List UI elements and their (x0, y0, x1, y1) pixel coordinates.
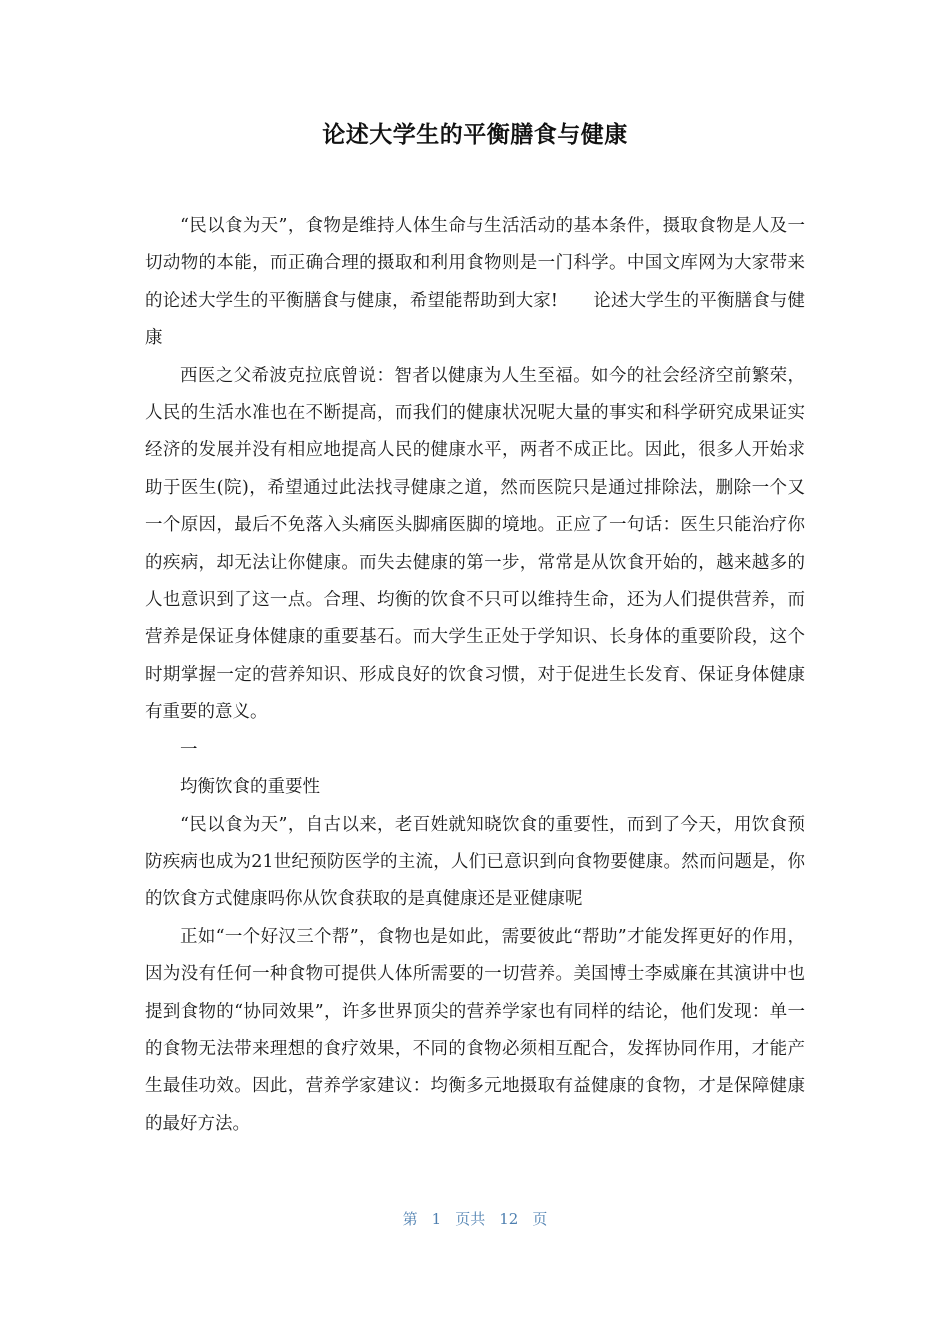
document-title: 论述大学生的平衡膳食与健康 (322, 122, 628, 148)
paragraph-hippocrates: 西医之父希波克拉底曾说：智者以健康为人生至福。如今的社会经济空前繁荣，人民的生活水准也在不断提高，而我们的健康状况呢大量的事实和科学研究成果证实经济的发展并没有相应地提高人民的健康水平，两者不成正比。因此，很多人开始求助于医生(院)，希望通过此法找寻健康之道，然而医院只是通过排除法，删除一个又一个原因，最后不免落入头痛医头脚痛医脚的境地。正应了一句话：医生只能治疗你的疾病，却无法让你健康。而失去健康的第一步，常常是从饮食开始的，越来越多的人也意识到了这一点。合理、均衡的饮食不只可以维持生命，还为人们提供营养，而营养是保证身体健康的重要基石。而大学生正处于学知识、长身体的重要阶段，这个时期掌握一定的营养知识、形成良好的饮食习惯，对于促进生长发育、保证身体健康有重要的意义。 (145, 365, 805, 723)
section-heading: 均衡饮食的重要性 (180, 777, 320, 798)
paragraph-food-is-heaven: “民以食为天”，自古以来，老百姓就知晓饮食的重要性，而到了今天，用饮食预防疾病也成为21世纪预防医学的主流，人们已意识到向食物要健康。然而问题是，你的饮食方式健康吗你从饮食获取的是真健康还是亚健康呢 (145, 814, 805, 910)
paragraph-synergy: 正如“一个好汉三个帮”，食物也是如此，需要彼此“帮助”才能发挥更好的作用，因为没有任何一种食物可提供人体所需要的一切营养。美国博士李威廉在其演讲中也提到食物的“协同效果”，许多世界顶尖的营养学家也有同样的结论，他们发现：单一的食物无法带来理想的食疗效果，不同的食物必须相互配合，发挥协同作用，才能产生最佳功效。因此，营养学家建议：均衡多元地摄取有益健康的食物，才是保障健康的最好方法。 (145, 926, 805, 1134)
footer-label-page: 第 (402, 1210, 418, 1228)
footer-total-pages: 12 (499, 1210, 519, 1228)
footer-label-of: 页共 (455, 1210, 486, 1228)
document-body (145, 208, 805, 1143)
footer-current-page: 1 (431, 1210, 442, 1228)
paragraph-intro: “民以食为天”，食物是维持人体生命与生活活动的基本条件，摄取食物是人及一切动物的本能，而正确合理的摄取和利用食物则是一门科学。中国文库网为大家带来的论述大学生的平衡膳食与健康，希望能帮助到大家! 论述大学生的平衡膳食与健康 (145, 216, 805, 349)
section-number: 一 (180, 739, 198, 760)
page-footer (0, 1208, 950, 1229)
footer-label-end: 页 (532, 1210, 548, 1228)
